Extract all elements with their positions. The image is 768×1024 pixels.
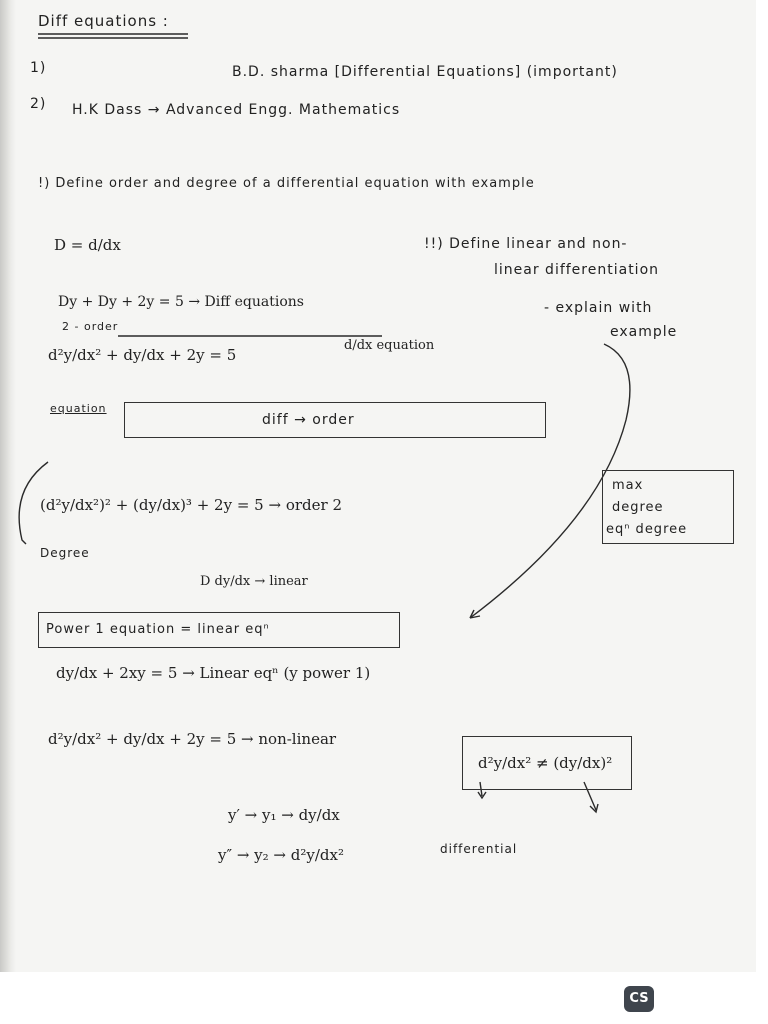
question-2-line: example [610, 324, 678, 340]
order-note: 2 - order [62, 320, 119, 333]
question-2-line: - explain with [544, 300, 653, 316]
ref-text: B.D. sharma [Differential Equations] (important) [232, 64, 618, 80]
ref-number: 1) [30, 60, 47, 76]
d-operator: D = d/dx [54, 236, 121, 254]
not-equal-text: d²y/dx² ≠ (dy/dx)² [478, 754, 613, 772]
question-1: !) Define order and degree of a differential equation with example [38, 176, 535, 191]
degree-label: Degree [40, 546, 90, 560]
linear-equation: dy/dx + 2xy = 5 → Linear eqⁿ (y power 1) [56, 664, 371, 682]
equation-dy: Dy + Dy + 2y = 5 → Diff equations [58, 294, 304, 310]
second-order-equation: d²y/dx² + dy/dx + 2y = 5 [48, 346, 237, 364]
order-box-text: diff → order [262, 412, 355, 428]
differential-note: differential [440, 842, 518, 856]
equation-label: equation [50, 402, 107, 415]
nonlinear-equation: d²y/dx² + dy/dx + 2y = 5 → non-linear [48, 730, 337, 748]
d-linear-note: D dy/dx → linear [200, 574, 308, 589]
power-box-text: Power 1 equation = linear eqⁿ [46, 622, 270, 637]
ref-number: 2) [30, 96, 47, 112]
d-note: d/dx equation [344, 338, 435, 353]
power-equation: (d²y/dx²)² + (dy/dx)³ + 2y = 5 → order 2 [40, 496, 342, 514]
derivative-row: y′ → y₁ → dy/dx [228, 806, 340, 824]
max-box-line: max [612, 478, 644, 493]
max-box-line: eqⁿ degree [606, 522, 688, 537]
ref-text: H.K Dass → Advanced Engg. Mathematics [72, 102, 401, 118]
max-box-line: degree [612, 500, 664, 515]
camscanner-badge: CS [624, 986, 654, 1012]
derivative-row: y″ → y₂ → d²y/dx² [218, 846, 344, 864]
page-title: Diff equations : [38, 12, 169, 30]
question-2-line: !!) Define linear and non- [424, 236, 628, 252]
question-2-line: linear differentiation [494, 262, 660, 278]
